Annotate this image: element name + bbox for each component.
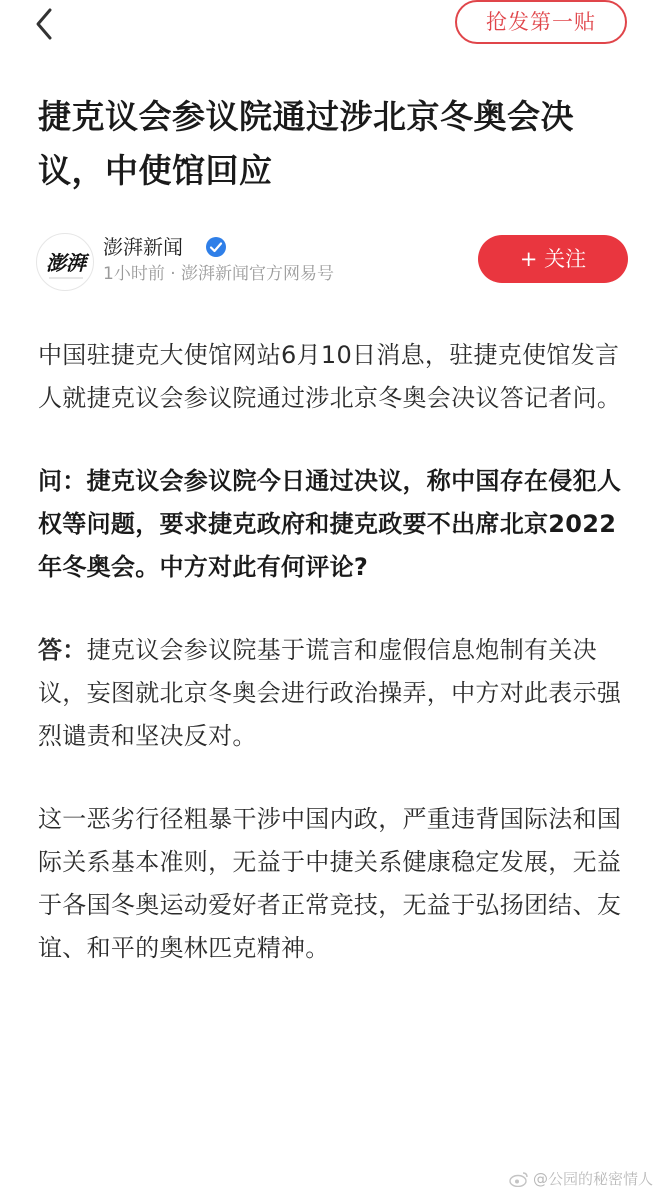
answer-label: 答： (38, 636, 87, 664)
chevron-left-icon (30, 4, 60, 44)
top-bar (0, 0, 663, 80)
author-row (0, 225, 663, 295)
answer-text: 捷克议会参议院基于谎言和虚假信息炮制有关决议，妄图就北京冬奥会进行政治操弄，中方对此表示强烈谴责和坚决反对。 (38, 636, 622, 750)
paragraph-detail: 这一恶劣行径粗暴干涉中国内政，严重违背国际法和国际关系基本准则，无益于中捷关系健康稳定发展，无益于各国冬奥运动爱好者正常竞技，无益于弘扬团结、友谊、和平的奥林匹克精神。 (38, 805, 622, 962)
avatar[interactable] (36, 233, 94, 291)
first-post-button[interactable]: 抢发第一贴 (455, 0, 627, 44)
author-name[interactable]: 澎湃新闻 (103, 235, 183, 259)
author-meta: 1小时前 · 澎湃新闻官方网易号 (103, 264, 335, 284)
article-body (38, 334, 632, 1010)
paragraph-intro: 中国驻捷克大使馆网站6月10日消息，驻捷克使馆发言人就捷克议会参议院通过涉北京冬奥会决议答记者问。 (38, 341, 622, 412)
article-title: 捷克议会参议院通过涉北京冬奥会决议，中使馆回应 (38, 97, 574, 190)
follow-button[interactable]: + 关注 (478, 235, 628, 283)
watermark (509, 1168, 653, 1190)
thepaper-logo (37, 234, 94, 291)
verified-check-icon (205, 236, 227, 258)
watermark-text: @公园的秘密情人 (532, 1170, 653, 1188)
paragraph-question: 问：捷克议会参议院今日通过决议，称中国存在侵犯人权等问题，要求捷克政府和捷克政要不出席北京2022年冬奥会。中方对此有何评论? (38, 467, 622, 581)
paragraph-answer (38, 629, 632, 758)
weibo-icon (509, 1171, 529, 1187)
back-button[interactable] (30, 4, 60, 44)
avatar-logo-text: 澎湃 (46, 251, 86, 275)
